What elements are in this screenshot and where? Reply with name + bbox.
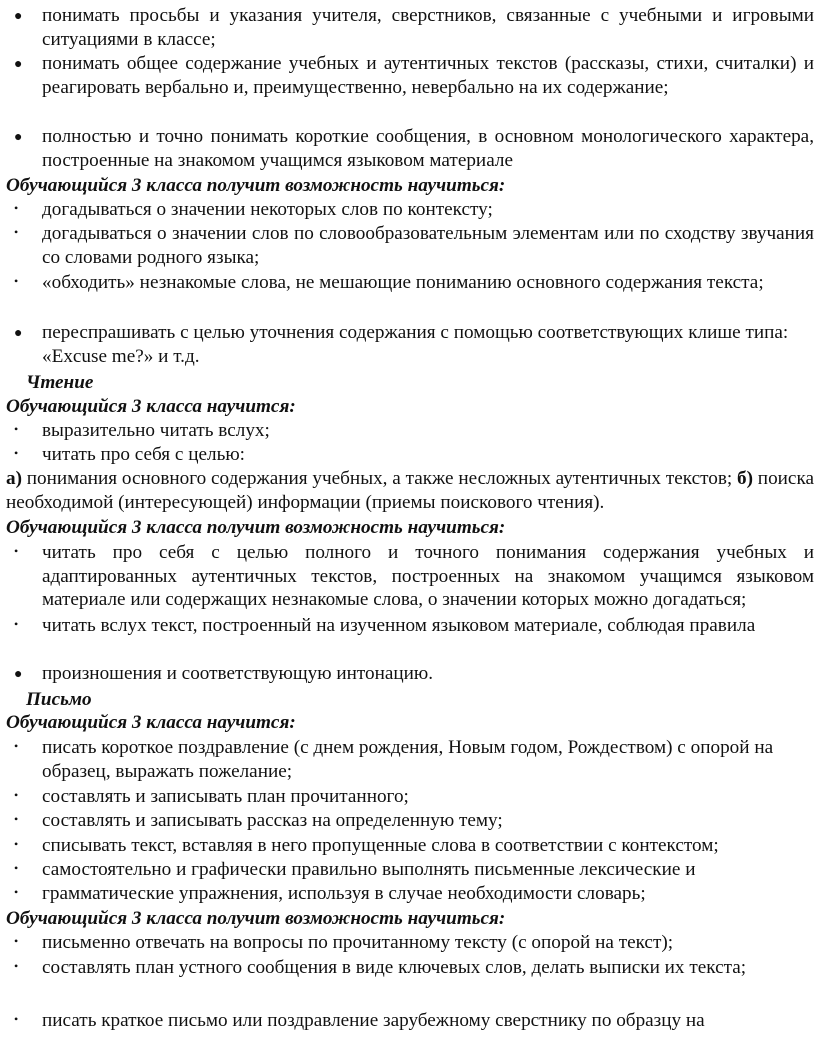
bullet-icon: • <box>14 225 19 239</box>
marker-b: б) <box>737 468 753 489</box>
list-item: выразительно читать вслух; <box>42 420 270 441</box>
bullet-icon: • <box>14 544 19 558</box>
bullet-icon: • <box>14 617 19 631</box>
bullet-icon: • <box>14 934 19 948</box>
bullet-icon: ● <box>14 9 23 24</box>
list-item: грамматические упражнения, используя в случае необходимости словарь; <box>42 883 646 904</box>
list-item: читать про себя с целью полного и точного понимания содержания учебных и адаптированных аутентичных текстов, построенных на знакомом учащимся языковом материале или содержащих незнакомые слова, о значении которых можно догадаться; <box>42 542 814 611</box>
bullet-icon: • <box>14 885 19 899</box>
section-title-writing: Письмо <box>26 689 92 710</box>
section-heading: Обучающийся 3 класса научится: <box>6 712 296 733</box>
bullet-icon: • <box>14 837 19 851</box>
list-item: догадываться о значении слов по словообразовательным элементам или по сходству звучания со словами родного языка; <box>42 223 814 268</box>
bullet-icon: ● <box>14 667 23 682</box>
section-heading: Обучающийся 3 класса получит возможность научиться: <box>6 517 506 538</box>
reading-purposes-paragraph <box>6 467 814 514</box>
bullet-icon: • <box>14 812 19 826</box>
bullet-icon: • <box>14 422 19 436</box>
bullet-icon: • <box>14 739 19 753</box>
bullet-icon: • <box>14 446 19 460</box>
bullet-icon: • <box>14 1012 19 1026</box>
bullet-icon: • <box>14 274 19 288</box>
purpose-b-text: поиска необходимой (интересующей) информации (приемы поискового чтения). <box>6 468 814 513</box>
section-heading: Обучающийся 3 класса научится: <box>6 396 296 417</box>
list-item: письменно отвечать на вопросы по прочитанному тексту (с опорой на текст); <box>42 932 674 953</box>
list-item: писать короткое поздравление (с днем рождения, Новым годом, Рождеством) с опорой на образец, выражать пожелание; <box>42 737 774 782</box>
marker-a: а) <box>6 468 22 489</box>
list-item: составлять план устного сообщения в виде ключевых слов, делать выписки их текста; <box>42 957 747 978</box>
bullet-icon: • <box>14 959 19 973</box>
section-title-reading: Чтение <box>26 372 94 393</box>
list-item: понимать общее содержание учебных и аутентичных текстов (рассказы, стихи, считалки) и реагировать вербально и, преимущественно, невербально на их содержание; <box>42 53 814 98</box>
list-item: составлять и записывать рассказ на определенную тему; <box>42 810 503 831</box>
list-item: самостоятельно и графически правильно выполнять письменные лексические и <box>42 859 696 880</box>
list-item: писать краткое письмо или поздравление зарубежному сверстнику по образцу на <box>42 1010 705 1031</box>
list-item: читать вслух текст, построенный на изученном языковом материале, соблюдая правила <box>42 615 756 636</box>
purpose-a-text: понимания основного содержания учебных, а также несложных аутентичных текстов; <box>21 468 738 489</box>
list-item: списывать текст, вставляя в него пропущенные слова в соответствии с контекстом; <box>42 835 719 856</box>
section-heading: Обучающийся 3 класса получит возможность научиться: <box>6 175 506 196</box>
bullet-icon: • <box>14 861 19 875</box>
list-item: переспрашивать с целью уточнения содержания с помощью соответствующих клише типа: «Excuse me?» и т.д. <box>42 322 789 367</box>
bullet-icon: ● <box>14 130 23 145</box>
list-item: произношения и соответствующую интонацию. <box>42 663 434 684</box>
bullet-icon: ● <box>14 326 23 341</box>
list-item: понимать просьбы и указания учителя, сверстников, связанные с учебными и игровыми ситуациями в классе; <box>42 5 814 50</box>
bullet-icon: ● <box>14 57 23 72</box>
list-item: читать про себя с целью: <box>42 444 246 465</box>
list-item: полностью и точно понимать короткие сообщения, в основном монологического характера, построенные на знакомом учащимся языковом материале <box>42 126 814 171</box>
bullet-icon: • <box>14 788 19 802</box>
list-item: «обходить» незнакомые слова, не мешающие пониманию основного содержания текста; <box>42 272 764 293</box>
list-item: составлять и записывать план прочитанного; <box>42 786 409 807</box>
list-item: догадываться о значении некоторых слов по контексту; <box>42 199 493 220</box>
section-heading: Обучающийся 3 класса получит возможность научиться: <box>6 908 506 929</box>
bullet-icon: • <box>14 201 19 215</box>
